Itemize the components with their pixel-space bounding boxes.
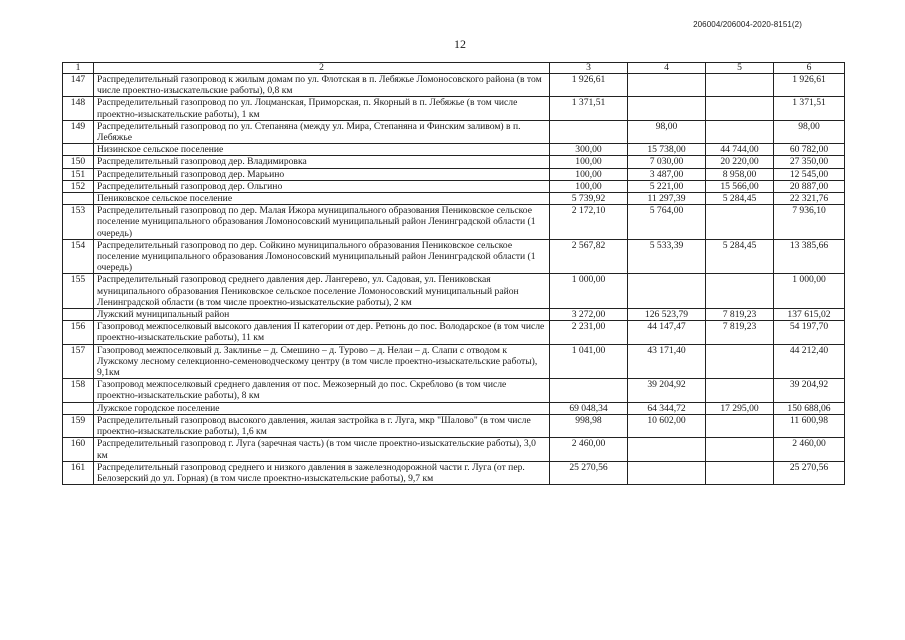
object-name: Распределительный газопровод дер. Марьино bbox=[94, 168, 550, 180]
object-name: Распределительный газопровод по дер. Сойкино муниципального образования Пениковское сельское поселение муниципального образования Ломоносовский муниципальный район Ленинградской области (1 очередь) bbox=[94, 239, 550, 274]
value-col-3: 1 000,00 bbox=[550, 274, 628, 309]
value-col-5: 5 284,45 bbox=[706, 239, 774, 274]
row-number: 150 bbox=[63, 156, 94, 168]
subtotal-row bbox=[63, 309, 845, 321]
value-col-6: 1 926,61 bbox=[774, 74, 845, 97]
value-col-3: 2 172,10 bbox=[550, 205, 628, 240]
object-name: Низинское сельское поселение bbox=[94, 144, 550, 156]
value-col-4 bbox=[628, 438, 706, 461]
subtotal-row bbox=[63, 144, 845, 156]
value-col-5 bbox=[706, 344, 774, 379]
row-number: 148 bbox=[63, 97, 94, 120]
value-col-5: 7 819,23 bbox=[706, 309, 774, 321]
value-col-3: 998,98 bbox=[550, 414, 628, 437]
column-header-5: 5 bbox=[706, 63, 774, 74]
value-col-3: 2 567,82 bbox=[550, 239, 628, 274]
row-number: 151 bbox=[63, 168, 94, 180]
document-id: 206004/206004-2020-8151(2) bbox=[693, 20, 802, 29]
value-col-5: 8 958,00 bbox=[706, 168, 774, 180]
object-name: Газопровод межпоселковый среднего давления от пос. Межозерный до пос. Скреблово (в том числе проектно-изыскательские работы), 8 км bbox=[94, 379, 550, 402]
table-row bbox=[63, 120, 845, 143]
value-col-5 bbox=[706, 461, 774, 484]
object-name: Распределительный газопровод по ул. Лоцманская, Приморская, п. Якорный в п. Лебяжье (в том числе проектно-изыскательские работы), 1 км bbox=[94, 97, 550, 120]
row-number: 153 bbox=[63, 205, 94, 240]
row-number: 160 bbox=[63, 438, 94, 461]
value-col-5 bbox=[706, 438, 774, 461]
object-name: Пениковское сельское поселение bbox=[94, 193, 550, 205]
row-number bbox=[63, 402, 94, 414]
value-col-4: 10 602,00 bbox=[628, 414, 706, 437]
object-name: Распределительный газопровод среднего давления дер. Лангерево, ул. Садовая, ул. Пениковская муниципального образования Пениковское сельское поселение Ломоносовский муниципальный район Ленинградской области (в том числе проектно-изыскательские работы), 2 км bbox=[94, 274, 550, 309]
value-col-6: 1 371,51 bbox=[774, 97, 845, 120]
table-row bbox=[63, 414, 845, 437]
object-name: Распределительный газопровод дер. Владимировка bbox=[94, 156, 550, 168]
value-col-5 bbox=[706, 120, 774, 143]
column-header-6: 6 bbox=[774, 63, 845, 74]
value-col-3: 2 460,00 bbox=[550, 438, 628, 461]
value-col-6: 54 197,70 bbox=[774, 321, 845, 344]
value-col-6: 27 350,00 bbox=[774, 156, 845, 168]
row-number: 152 bbox=[63, 180, 94, 192]
row-number: 149 bbox=[63, 120, 94, 143]
table-row bbox=[63, 461, 845, 484]
column-header-2: 2 bbox=[94, 63, 550, 74]
object-name: Распределительный газопровод среднего и низкого давления в зажелезнодорожной части г. Луга (от пер. Белозерский до ул. Горная) (в том числе проектно-изыскательские работы), 9,7 км bbox=[94, 461, 550, 484]
object-name: Распределительный газопровод г. Луга (заречная часть) (в том числе проектно-изыскательские работы), 3,0 км bbox=[94, 438, 550, 461]
value-col-5 bbox=[706, 414, 774, 437]
value-col-5: 44 744,00 bbox=[706, 144, 774, 156]
row-number: 157 bbox=[63, 344, 94, 379]
row-number bbox=[63, 193, 94, 205]
value-col-4: 126 523,79 bbox=[628, 309, 706, 321]
value-col-3: 1 926,61 bbox=[550, 74, 628, 97]
value-col-3: 1 371,51 bbox=[550, 97, 628, 120]
row-number: 159 bbox=[63, 414, 94, 437]
investment-table bbox=[62, 62, 845, 485]
value-col-5 bbox=[706, 74, 774, 97]
value-col-3: 69 048,34 bbox=[550, 402, 628, 414]
column-header-4: 4 bbox=[628, 63, 706, 74]
value-col-6: 11 600,98 bbox=[774, 414, 845, 437]
value-col-4 bbox=[628, 274, 706, 309]
value-col-3: 100,00 bbox=[550, 180, 628, 192]
value-col-4: 11 297,39 bbox=[628, 193, 706, 205]
object-name: Газопровод межпоселковый высокого давления II категории от дер. Ретюнь до пос. Володарское (в том числе проектно-изыскательские работы), 11 км bbox=[94, 321, 550, 344]
value-col-5: 7 819,23 bbox=[706, 321, 774, 344]
value-col-5: 20 220,00 bbox=[706, 156, 774, 168]
value-col-4: 98,00 bbox=[628, 120, 706, 143]
row-number: 155 bbox=[63, 274, 94, 309]
value-col-5 bbox=[706, 97, 774, 120]
row-number bbox=[63, 144, 94, 156]
value-col-6: 1 000,00 bbox=[774, 274, 845, 309]
value-col-3: 300,00 bbox=[550, 144, 628, 156]
value-col-3: 25 270,56 bbox=[550, 461, 628, 484]
table-row bbox=[63, 438, 845, 461]
table-header-row bbox=[63, 63, 845, 74]
row-number: 161 bbox=[63, 461, 94, 484]
value-col-3: 100,00 bbox=[550, 168, 628, 180]
row-number: 158 bbox=[63, 379, 94, 402]
row-number bbox=[63, 309, 94, 321]
table-row bbox=[63, 379, 845, 402]
value-col-6: 39 204,92 bbox=[774, 379, 845, 402]
value-col-4: 39 204,92 bbox=[628, 379, 706, 402]
table-row bbox=[63, 74, 845, 97]
object-name: Лужский муниципальный район bbox=[94, 309, 550, 321]
row-number: 147 bbox=[63, 74, 94, 97]
value-col-3: 100,00 bbox=[550, 156, 628, 168]
value-col-3: 5 739,92 bbox=[550, 193, 628, 205]
table-row bbox=[63, 180, 845, 192]
table-row bbox=[63, 321, 845, 344]
column-header-3: 3 bbox=[550, 63, 628, 74]
value-col-4: 5 533,39 bbox=[628, 239, 706, 274]
row-number: 156 bbox=[63, 321, 94, 344]
object-name: Распределительный газопровод по дер. Малая Ижора муниципального образования Пениковское сельское поселение муниципального образования Ломоносовский муниципальный район Ленинградской области (1 очередь) bbox=[94, 205, 550, 240]
value-col-5: 17 295,00 bbox=[706, 402, 774, 414]
object-name: Распределительный газопровод к жилым домам по ул. Флотская в п. Лебяжье Ломоносовского района (в том числе проектно-изыскательские работы), 0,8 км bbox=[94, 74, 550, 97]
value-col-6: 60 782,00 bbox=[774, 144, 845, 156]
value-col-4: 44 147,47 bbox=[628, 321, 706, 344]
value-col-5 bbox=[706, 379, 774, 402]
value-col-5 bbox=[706, 205, 774, 240]
object-name: Лужское городское поселение bbox=[94, 402, 550, 414]
value-col-6: 2 460,00 bbox=[774, 438, 845, 461]
table-row bbox=[63, 97, 845, 120]
value-col-6: 98,00 bbox=[774, 120, 845, 143]
value-col-6: 7 936,10 bbox=[774, 205, 845, 240]
value-col-4: 15 738,00 bbox=[628, 144, 706, 156]
table-row bbox=[63, 344, 845, 379]
value-col-4: 5 764,00 bbox=[628, 205, 706, 240]
value-col-4: 7 030,00 bbox=[628, 156, 706, 168]
value-col-3: 3 272,00 bbox=[550, 309, 628, 321]
value-col-3 bbox=[550, 379, 628, 402]
object-name: Распределительный газопровод по ул. Степаняна (между ул. Мира, Степаняна и Финским заливом) в п. Лебяжье bbox=[94, 120, 550, 143]
table-row bbox=[63, 168, 845, 180]
value-col-3 bbox=[550, 120, 628, 143]
value-col-5: 15 566,00 bbox=[706, 180, 774, 192]
value-col-6: 44 212,40 bbox=[774, 344, 845, 379]
value-col-6: 137 615,02 bbox=[774, 309, 845, 321]
value-col-6: 20 887,00 bbox=[774, 180, 845, 192]
value-col-4: 64 344,72 bbox=[628, 402, 706, 414]
value-col-3: 2 231,00 bbox=[550, 321, 628, 344]
object-name: Газопровод межпоселковый д. Заклинье – д. Смешино – д. Турово – д. Нелаи – д. Слапи с отводом к Лужскому лесному селекционно-семеноводческому центру (в том числе проектно-изыскательские работы), 9,1км bbox=[94, 344, 550, 379]
value-col-5 bbox=[706, 274, 774, 309]
value-col-4: 43 171,40 bbox=[628, 344, 706, 379]
table-row bbox=[63, 156, 845, 168]
value-col-6: 12 545,00 bbox=[774, 168, 845, 180]
value-col-5: 5 284,45 bbox=[706, 193, 774, 205]
value-col-4 bbox=[628, 74, 706, 97]
page-number: 12 bbox=[454, 37, 466, 51]
value-col-6: 150 688,06 bbox=[774, 402, 845, 414]
object-name: Распределительный газопровод высокого давления, жилая застройка в г. Луга, мкр "Шалово" (в том числе проектно-изыскательские работы), 1,6 км bbox=[94, 414, 550, 437]
value-col-4 bbox=[628, 97, 706, 120]
value-col-6: 25 270,56 bbox=[774, 461, 845, 484]
value-col-6: 13 385,66 bbox=[774, 239, 845, 274]
object-name: Распределительный газопровод дер. Ольгино bbox=[94, 180, 550, 192]
column-header-1: 1 bbox=[63, 63, 94, 74]
table-row bbox=[63, 239, 845, 274]
row-number: 154 bbox=[63, 239, 94, 274]
value-col-6: 22 321,76 bbox=[774, 193, 845, 205]
value-col-4: 5 221,00 bbox=[628, 180, 706, 192]
subtotal-row bbox=[63, 193, 845, 205]
table-row bbox=[63, 274, 845, 309]
subtotal-row bbox=[63, 402, 845, 414]
value-col-4: 3 487,00 bbox=[628, 168, 706, 180]
value-col-3: 1 041,00 bbox=[550, 344, 628, 379]
table-row bbox=[63, 205, 845, 240]
value-col-4 bbox=[628, 461, 706, 484]
